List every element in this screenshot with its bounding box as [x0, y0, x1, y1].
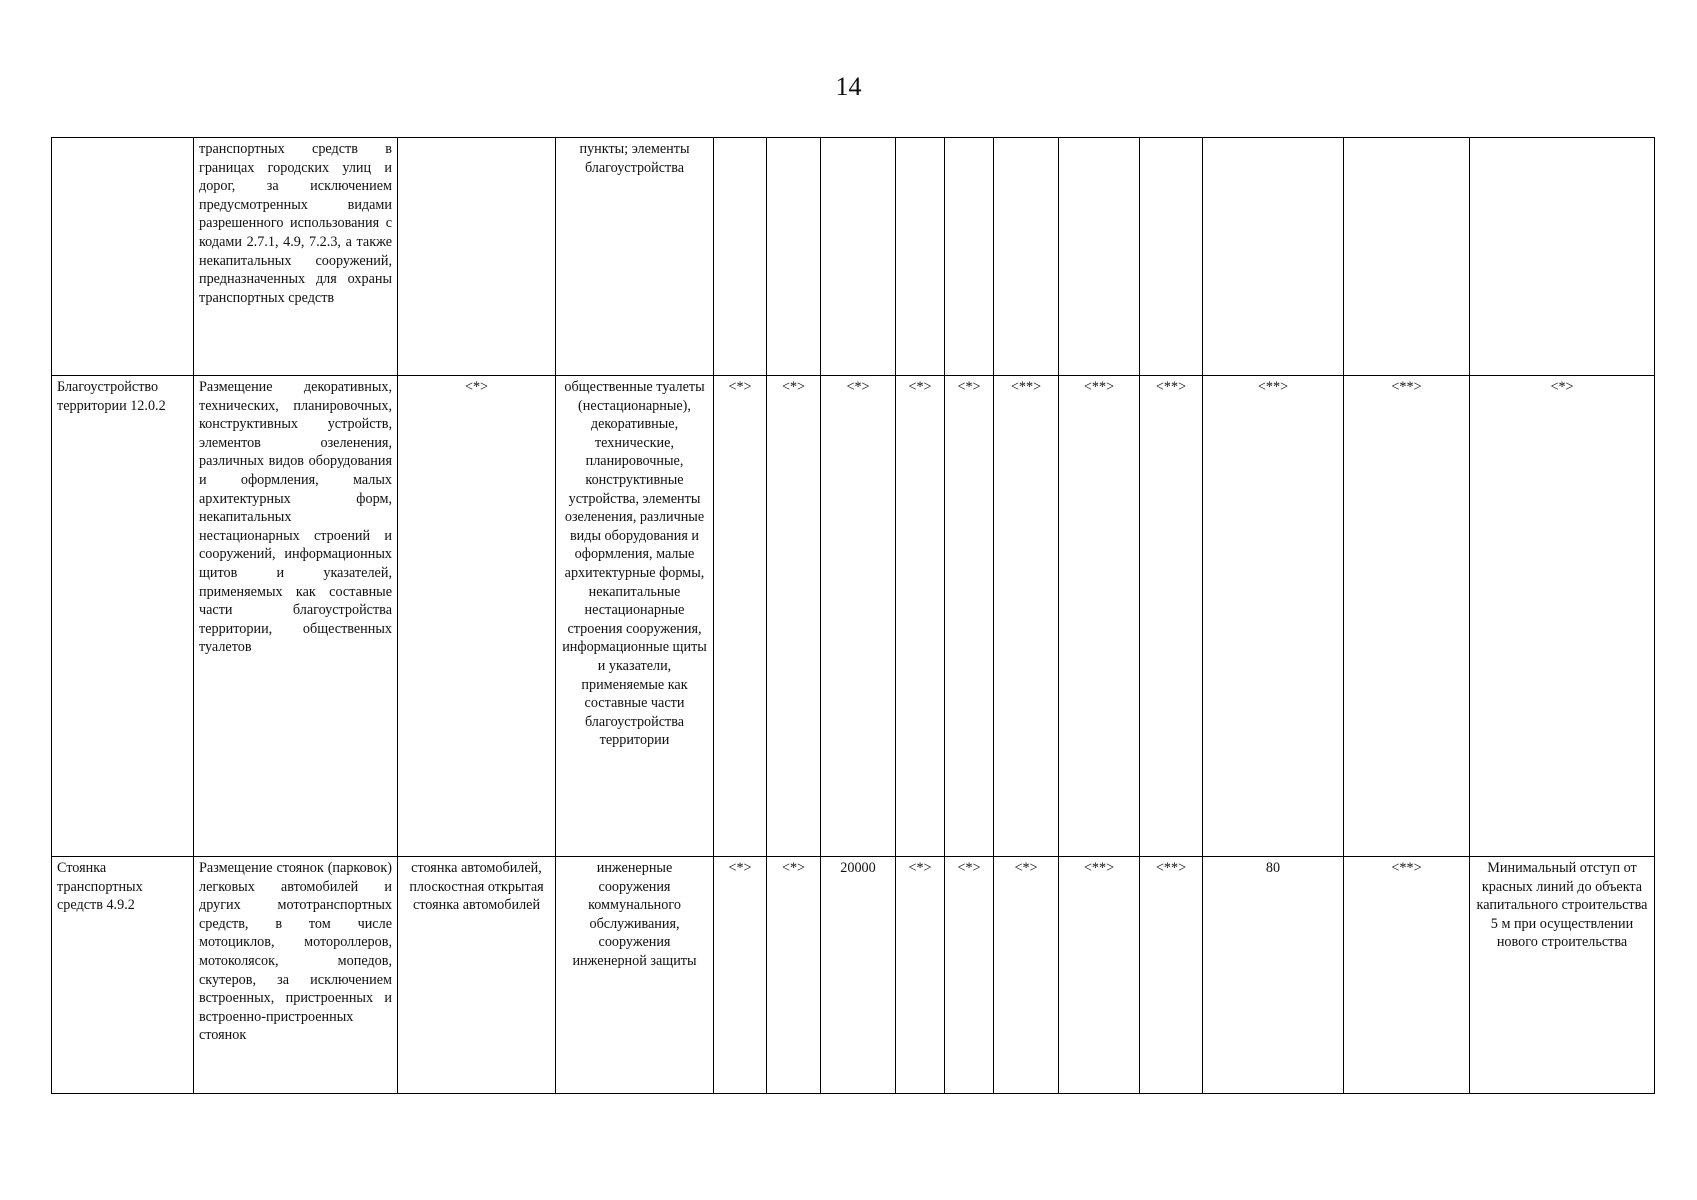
cell-description: Размещение стоянок (парковок) легковых автомобилей и других мототранспортных средств, в том числе мотоциклов, мотороллеров, мотоколясок, мопедов, скутеров, за исключением встроенных, пристроенных и встроенно-пристроенных стоянок [194, 857, 398, 1094]
cell-c7: 20000 [821, 857, 896, 1094]
cell-notes [1470, 138, 1655, 376]
cell-main-objects: стоянка автомобилей, плоскостная открытая стоянка автомобилей [398, 857, 556, 1094]
cell-c14: <**> [1344, 376, 1470, 857]
cell-c8: <*> [896, 857, 945, 1094]
cell-c8 [896, 138, 945, 376]
cell-c9: <*> [945, 376, 994, 857]
cell-aux-objects: пункты; элементы благоустройства [556, 138, 714, 376]
cell-aux-objects: общественные туалеты (нестационарные), декоративные, технические, планировочные, конструктивные устройства, элементы озеленения, различные виды оборудования и оформления, малые архитектурные формы, некапитальные нестационарные строения сооружения, информационные щиты и указатели, применяемые как составные части благоустройства территории [556, 376, 714, 857]
cell-notes: Минимальный отступ от красных линий до объекта капитального строительства 5 м при осуществлении нового строительства [1470, 857, 1655, 1094]
cell-c14 [1344, 138, 1470, 376]
table-row [52, 138, 1655, 376]
cell-c7: <*> [821, 376, 896, 857]
cell-c6: <*> [767, 857, 821, 1094]
cell-c11: <**> [1059, 376, 1140, 857]
cell-c11: <**> [1059, 857, 1140, 1094]
cell-c12: <**> [1140, 857, 1203, 1094]
cell-name [52, 138, 194, 376]
cell-c7 [821, 138, 896, 376]
cell-name: Стоянка транспортных средств 4.9.2 [52, 857, 194, 1094]
cell-name: Благоустройство территории 12.0.2 [52, 376, 194, 857]
cell-c9: <*> [945, 857, 994, 1094]
cell-main-objects: <*> [398, 376, 556, 857]
cell-c9 [945, 138, 994, 376]
cell-c5 [714, 138, 767, 376]
cell-aux-objects: инженерные сооружения коммунального обслуживания, сооружения инженерной защиты [556, 857, 714, 1094]
cell-c12: <**> [1140, 376, 1203, 857]
cell-c10 [994, 138, 1059, 376]
cell-description: Размещение декоративных, технических, планировочных, конструктивных устройств, элементов озеленения, различных видов оборудования и оформления, малых архитектурных форм, некапитальных нестационарных строений и сооружений, информационных щитов и указателей, применяемых как составные части благоустройства территории, общественных туалетов [194, 376, 398, 857]
cell-c14: <**> [1344, 857, 1470, 1094]
cell-notes: <*> [1470, 376, 1655, 857]
cell-c5: <*> [714, 857, 767, 1094]
cell-c13: <**> [1203, 376, 1344, 857]
cell-c6: <*> [767, 376, 821, 857]
page-number: 14 [835, 72, 862, 101]
land-use-table [51, 137, 1655, 1094]
table-row [52, 857, 1655, 1094]
cell-c13 [1203, 138, 1344, 376]
cell-c10: <**> [994, 376, 1059, 857]
cell-c8: <*> [896, 376, 945, 857]
cell-description: транспортных средств в границах городских улиц и дорог, за исключением предусмотренных видами разрешенного использования с кодами 2.7.1, 4.9, 7.2.3, а также некапитальных сооружений, предназначенных для охраны транспортных средств [194, 138, 398, 376]
cell-c10: <*> [994, 857, 1059, 1094]
cell-c5: <*> [714, 376, 767, 857]
cell-c6 [767, 138, 821, 376]
table-row [52, 376, 1655, 857]
cell-c12 [1140, 138, 1203, 376]
cell-main-objects [398, 138, 556, 376]
cell-c13: 80 [1203, 857, 1344, 1094]
cell-c11 [1059, 138, 1140, 376]
